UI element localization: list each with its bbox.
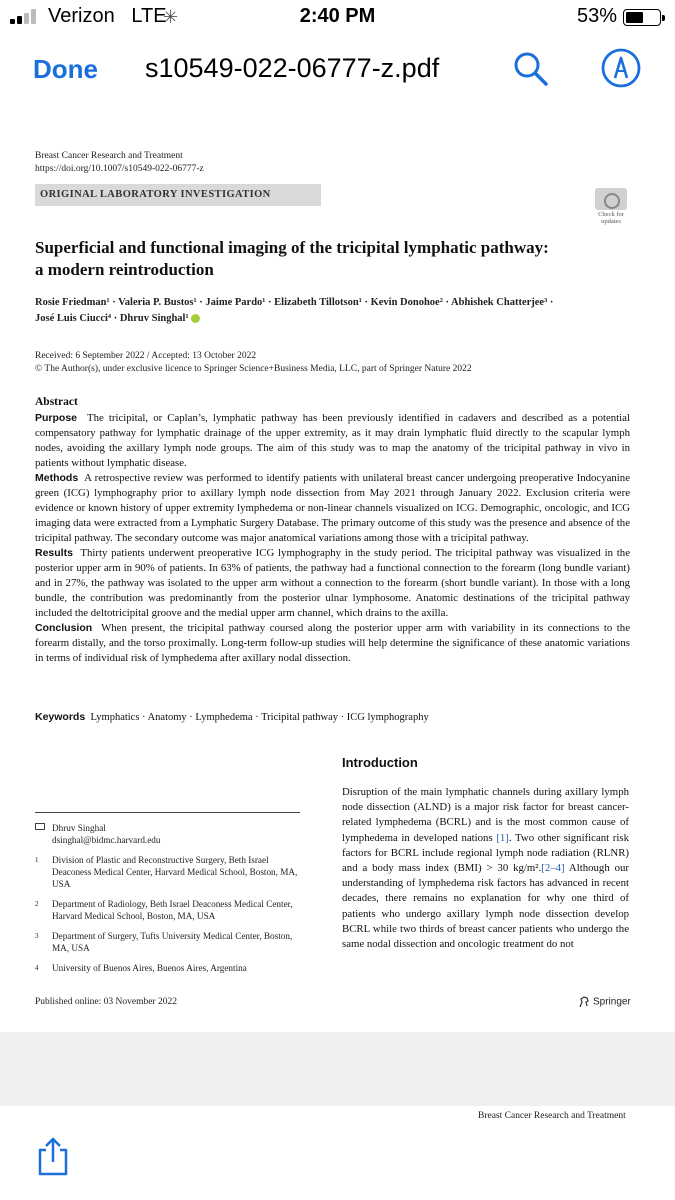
doi-link[interactable]: https://doi.org/10.1007/s10549-022-06777-z <box>35 164 204 174</box>
citation-link[interactable]: [2–4] <box>541 862 565 875</box>
title-line-2: a modern reintroduction <box>35 260 214 279</box>
citation-link[interactable]: [1] <box>496 831 509 844</box>
status-time: 2:40 PM <box>299 5 376 27</box>
purpose-text: The tricipital, or Caplan’s, lymphatic pathway has been previously identified in cadavers and described as a potential compensatory pathway for lymphatic drainage of the upper extremity, as it may drain lymphatic fluid directly to the scapular lymph nodes, avoiding the axillary lymph node groups. The aim of this study was to map the anatomy of the tricipital pathway in vivo in patients without lymphatic disease. <box>35 412 630 469</box>
affiliation-mark: 4 <box>35 964 39 972</box>
share-icon[interactable] <box>35 1136 71 1176</box>
keywords-label: Keywords <box>35 711 86 723</box>
affiliation-text: University of Buenos Aires, Buenos Aires, Argentina <box>52 963 247 973</box>
publisher-name: Springer <box>593 996 631 1008</box>
affiliation <box>35 898 300 922</box>
affiliation-mark: 3 <box>35 932 39 940</box>
introduction-body <box>342 785 629 952</box>
footnotes <box>35 822 300 982</box>
conclusion-label: Conclusion <box>35 622 93 634</box>
corresponding-name: Dhruv Singhal <box>52 823 106 833</box>
affiliation-mark: 2 <box>35 900 39 908</box>
affiliation <box>35 962 300 974</box>
introduction-heading: Introduction <box>342 755 418 770</box>
purpose-label: Purpose <box>35 412 78 424</box>
keywords-text: Lymphatics · Anatomy · Lymphedema · Tricipital pathway · ICG lymphography <box>90 712 429 723</box>
title-line-1: Superficial and functional imaging of the tricipital lymphatic pathway: <box>35 238 549 257</box>
check-for-updates-badge[interactable] <box>593 188 629 226</box>
battery-icon <box>623 9 661 26</box>
affiliation <box>35 930 300 954</box>
keywords <box>35 711 429 723</box>
article-type-bar <box>35 184 321 206</box>
abstract-body <box>35 411 630 666</box>
methods-text: A retrospective review was performed to identify patients with unilateral breast cancer undergoing preoperative Indocyanine green (ICG) lymphography prior to axillary lymph node dissection from May 2021 through January 2022. Exclusion criteria were evidence or known history of upper extremity lymphedema or non-linear channels visualized on ICG. Demographic, oncologic, and ICG imaging data were extracted from a Lymphatic Surgery Database. The primary outcome of this study was the presence and absence of the tricipital pathway. The secondary outcome was major anatomical variations among those with a tricipital pathway. <box>35 472 630 544</box>
publisher-logo <box>578 996 631 1008</box>
pdf-page-2[interactable] <box>0 1106 675 1200</box>
carrier-name: Verizon <box>48 5 115 27</box>
article-dates <box>35 350 472 376</box>
authors-line-1: Rosie Friedman¹ · Valeria P. Bustos¹ · Jaime Pardo¹ · Elizabeth Tillotson¹ · Kevin Donohoe² · Abhishek Chatterjee³ · <box>35 297 554 308</box>
page-2-header: Breast Cancer Research and Treatment <box>478 1111 626 1121</box>
intro-text-1: Disruption of the main lymphatic channels during axillary lymph node dissection (ALND) is a major risk factor for breast cancer-related lymphedema (BCRL) and is the most common cause of lymphedema in developed nations <box>342 786 629 844</box>
pdf-page[interactable] <box>0 104 675 1032</box>
page-separator <box>0 1032 675 1106</box>
corresponding-email[interactable]: dsinghal@bidmc.harvard.edu <box>52 835 161 845</box>
author-list <box>35 295 635 327</box>
check-updates-label: Check for updates <box>598 211 624 225</box>
affiliation-mark: 1 <box>35 856 39 864</box>
corresponding-author <box>35 822 300 846</box>
affiliation <box>35 854 300 890</box>
done-button[interactable]: Done <box>33 54 98 84</box>
springer-horse-icon <box>578 996 590 1008</box>
authors-line-2: José Luis Ciucci⁴ · Dhruv Singhal¹ <box>35 313 189 324</box>
received-accepted: Received: 6 September 2022 / Accepted: 13 October 2022 <box>35 351 257 361</box>
update-icon <box>595 188 627 210</box>
status-bar <box>0 0 675 34</box>
document-toolbar <box>0 34 675 104</box>
network-type: LTE <box>131 5 167 27</box>
activity-spinner-icon: ✳ <box>163 7 179 27</box>
paper-title <box>35 237 605 281</box>
journal-name: Breast Cancer Research and Treatment <box>35 151 183 161</box>
intro-text-3: Although our understanding of lymphedema risk factors has advanced in recent decades, there remains no explanation for why one third of patients who undergo axillary lymph node dissection develop BCRL while two thirds of breast cancer patients who undergo the same nodal dissection and oncologic treatment do not <box>342 862 629 951</box>
affiliation-text: Division of Plastic and Reconstructive Surgery, Beth Israel Deaconess Medical Center, Harvard Medical School, Boston, MA, USA <box>52 855 298 889</box>
abstract-heading: Abstract <box>35 396 78 408</box>
document-title: s10549-022-06777-z.pdf <box>145 53 440 83</box>
intro-text-2: . Two other significant risk factors for BCRL include regional lymph node radiation (RLNR) and a body mass index (BMI) > 30 kg/m². <box>342 831 629 875</box>
article-type: ORIGINAL LABORATORY INVESTIGATION <box>40 189 271 200</box>
battery-percent: 53% <box>576 5 617 27</box>
markup-icon[interactable] <box>600 47 642 89</box>
results-text: Thirty patients underwent preoperative ICG lymphography in the study period. The tricipital pathway was visualized in the posterior upper arm in 90% of patients. In 63% of patients, the pathway had a functional connection to the forearm (long bundle variant) and in 27%, the pathway was isolated to the upper arm without a connection to the forearm (short bundle variant). In those with a long bundle, the contribution was predominantly from the posterior ulnar lymphosome. Anatomic destinations of the tricipital pathway included the deltotricipital groove and the medial upper arm channel, which drains to the axilla. <box>35 547 630 619</box>
results-label: Results <box>35 547 73 559</box>
methods-label: Methods <box>35 472 79 484</box>
envelope-icon <box>35 823 45 830</box>
affiliation-text: Department of Radiology, Beth Israel Deaconess Medical Center, Harvard Medical School, Boston, MA, USA <box>52 899 293 921</box>
copyright-line: © The Author(s), under exclusive licence to Springer Science+Business Media, LLC, part of Springer Nature 2022 <box>35 364 472 374</box>
footnote-divider <box>35 812 300 813</box>
orcid-icon[interactable] <box>191 314 200 323</box>
affiliation-text: Department of Surgery, Tufts University Medical Center, Boston, MA, USA <box>52 931 293 953</box>
conclusion-text: When present, the tricipital pathway coursed along the posterior upper arm with variability in its connections to the forearm distally, and the torso proximally. Long-term follow-up studies will help determine the significance of these anatomic variations in terms of individual risk of lymphedema after axillary nodal dissection. <box>35 622 630 664</box>
journal-header <box>35 150 204 176</box>
published-date: Published online: 03 November 2022 <box>35 997 177 1007</box>
search-icon[interactable] <box>512 50 550 88</box>
